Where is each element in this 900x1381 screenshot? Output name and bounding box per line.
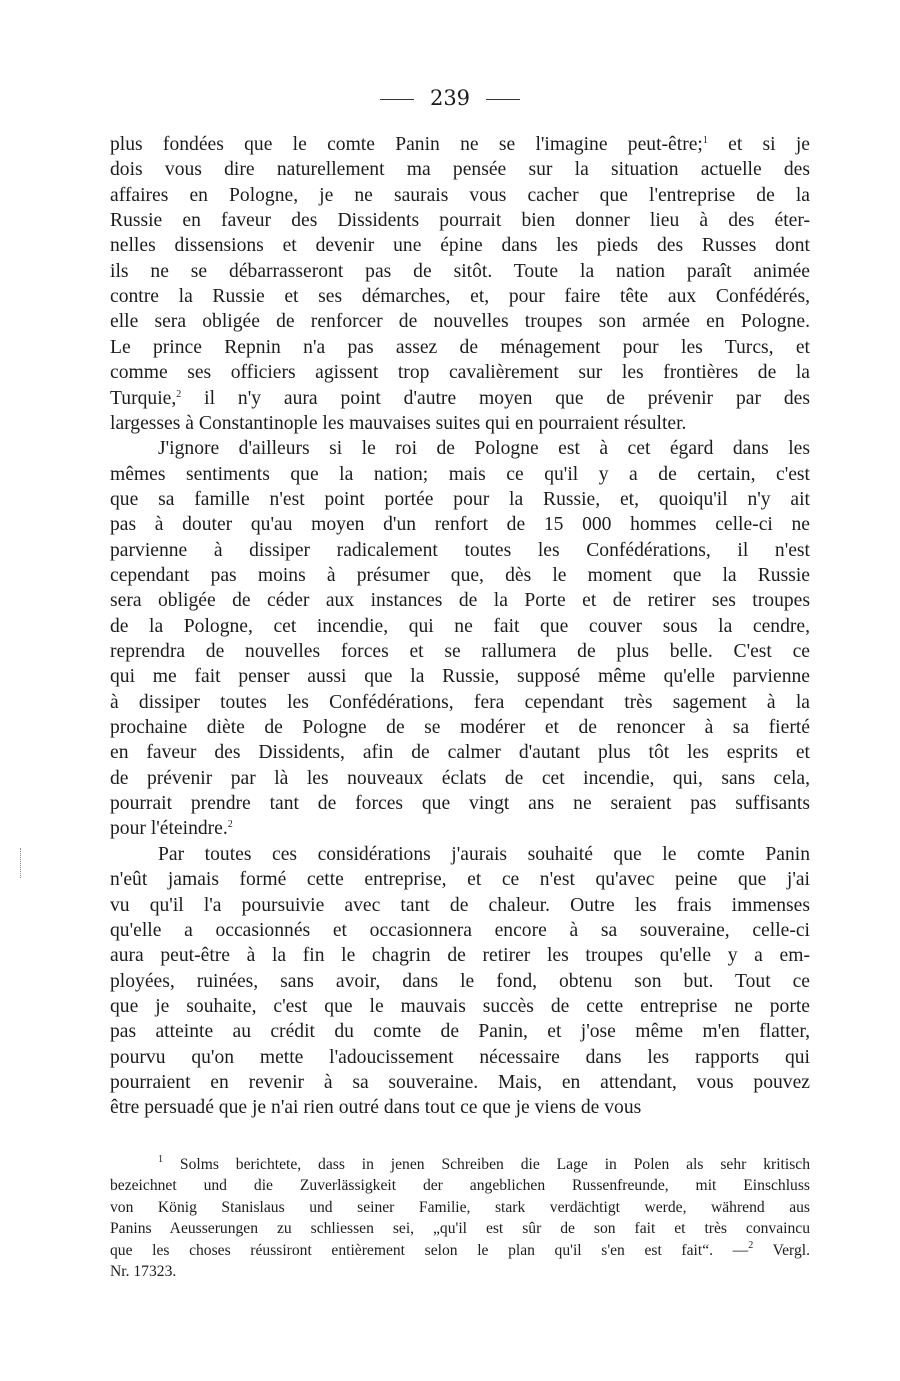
text-run: dois vous dire naturellement ma pensée sur la situation actuelle des bbox=[110, 159, 810, 181]
text-run: il n'y aura point d'autre moyen que de prévenir par des bbox=[181, 387, 810, 409]
text-run: comme ses officiers agissent trop cavalièrement sur les frontières de la bbox=[110, 362, 810, 384]
text-run: vu qu'il l'a poursuivie avec tant de chaleur. Outre les frais immenses bbox=[110, 894, 810, 916]
body-line bbox=[110, 994, 810, 1019]
text-run: reprendra de nouvelles forces et se rallumera de plus belle. C'est ce bbox=[110, 641, 810, 662]
footnote-marker: 2 bbox=[748, 1239, 754, 1251]
body-line bbox=[110, 1095, 810, 1120]
body-line bbox=[110, 487, 810, 512]
body-line bbox=[110, 1070, 810, 1095]
footnote-line bbox=[110, 1218, 810, 1239]
body-line bbox=[110, 918, 810, 943]
page-header bbox=[0, 86, 900, 110]
body-line bbox=[110, 563, 810, 588]
body-line bbox=[110, 766, 810, 791]
text-run: affaires en Pologne, je ne saurais vous cacher que l'entreprise de la bbox=[110, 184, 810, 206]
text-run: ployées, ruinées, sans avoir, dans le fond, obtenu son but. Tout ce bbox=[110, 970, 810, 992]
body-line bbox=[110, 183, 810, 208]
body-line bbox=[110, 614, 810, 639]
body-line bbox=[110, 969, 810, 994]
text-run: Turquie, bbox=[110, 387, 177, 409]
text-run: Vergl. bbox=[753, 1241, 810, 1259]
body-line bbox=[110, 335, 810, 360]
body-line bbox=[110, 284, 810, 309]
body-line bbox=[110, 538, 810, 563]
body-line bbox=[110, 208, 810, 233]
body-line bbox=[110, 893, 810, 918]
text-run: que les choses réussiront entièrement selon le plan qu'il s'en est fait“. — bbox=[110, 1241, 749, 1259]
body-line bbox=[110, 639, 810, 664]
text-run: plus fondées que le comte Panin ne se l'imagine peut-être; bbox=[110, 134, 703, 155]
text-run: et si je bbox=[707, 134, 810, 155]
text-run: contre la Russie et ses démarches, et, pour faire tête aux Confédérés, bbox=[110, 286, 810, 308]
text-run: Nr. 17323. bbox=[110, 1263, 177, 1280]
text-run: aura peut-être à la fin le chagrin de retirer les troupes qu'elle y a em- bbox=[110, 945, 810, 967]
text-run: largesses à Constantinople les mauvaises suites qui en pourraient résulter. bbox=[110, 412, 687, 434]
text-run: pour l'éteindre. bbox=[110, 818, 228, 840]
page-number: 239 bbox=[429, 86, 471, 110]
body-line bbox=[110, 664, 810, 689]
text-run: ils ne se débarrasseront pas de sitôt. Toute la nation paraît animée bbox=[110, 260, 810, 282]
text-run: cependant pas moins à présumer que, dès le moment que la Russie bbox=[110, 564, 810, 586]
body-line bbox=[110, 690, 810, 715]
text-run: à dissiper toutes les Confédérations, fera cependant très sagement à la bbox=[110, 691, 810, 713]
footnote-line bbox=[110, 1175, 810, 1196]
body-line bbox=[110, 360, 810, 385]
body-line bbox=[110, 233, 810, 258]
footnote-line bbox=[110, 1197, 810, 1218]
body-line bbox=[110, 588, 810, 613]
footnote-marker: 2 bbox=[227, 819, 233, 831]
text-run: Le prince Repnin n'a pas assez de ménagement pour les Turcs, et bbox=[110, 336, 810, 358]
footnote-line bbox=[110, 1240, 810, 1261]
text-run: pourraient en revenir à sa souveraine. Mais, en attendant, vous pouvez bbox=[110, 1071, 810, 1093]
text-run: pourrait prendre tant de forces que vingt ans ne seraient pas suffisants bbox=[110, 793, 810, 815]
text-run: elle sera obligée de renforcer de nouvelles troupes son armée en Pologne. bbox=[110, 311, 810, 333]
text-run: von König Stanislaus und seiner Familie, stark verdächtigt werde, während aus bbox=[110, 1198, 810, 1216]
body-line bbox=[110, 512, 810, 537]
body-line bbox=[110, 462, 810, 487]
text-run: sera obligée de céder aux instances de la Porte et de retirer ses troupes bbox=[110, 590, 810, 612]
text-run: de prévenir par là les nouveaux éclats de cet incendie, qui, sans cela, bbox=[110, 767, 810, 789]
text-run: pas à douter qu'au moyen d'un renfort de 15 000 hommes celle-ci ne bbox=[110, 514, 810, 536]
body-line bbox=[110, 132, 810, 157]
text-run: que sa famille n'est point portée pour la Russie, et, quoiqu'il n'y ait bbox=[110, 488, 810, 510]
body-line bbox=[110, 791, 810, 816]
text-run: parvienne à dissiper radicalement toutes les Confédérations, il n'est bbox=[110, 539, 810, 561]
text-run: que je souhaite, c'est que le mauvais succès de cette entreprise ne porte bbox=[110, 995, 810, 1017]
text-run: J'ignore d'ailleurs si le roi de Pologne est à cet égard dans les bbox=[158, 438, 810, 460]
text-run: bezeichnet und die Zuverlässigkeit der angeblichen Russenfreunde, mit Einschluss bbox=[110, 1177, 810, 1195]
text-run: Panins Aeusserungen zu schliessen sei, „qu'il est sûr de son fait et très convaincu bbox=[110, 1220, 810, 1238]
text-run: qu'elle a occasionnés et occasionnera encore à sa souveraine, celle-ci bbox=[110, 919, 810, 941]
text-run: pas atteinte au crédit du comte de Panin, et j'ose même m'en flatter, bbox=[110, 1021, 810, 1043]
body-line bbox=[110, 157, 810, 182]
text-run: Solms berichtete, dass in jenen Schreiben die Lage in Polen als sehr kritisch bbox=[163, 1156, 810, 1173]
body-line bbox=[110, 1019, 810, 1044]
footnote-line bbox=[110, 1261, 810, 1282]
body-line bbox=[110, 943, 810, 968]
footnote-marker: 2 bbox=[176, 388, 182, 400]
body-line bbox=[110, 867, 810, 892]
body-line bbox=[110, 740, 810, 765]
body-line bbox=[110, 1045, 810, 1070]
right-rule bbox=[486, 99, 520, 100]
text-run: pourvu qu'on mette l'adoucissement nécessaire dans les rapports qui bbox=[110, 1046, 810, 1068]
body-line bbox=[110, 816, 810, 841]
text-run: Russie en faveur des Dissidents pourrait bien donner lieu à des éter- bbox=[110, 210, 810, 232]
left-rule bbox=[380, 99, 414, 100]
text-run: de la Pologne, cet incendie, qui ne fait que couver sous la cendre, bbox=[110, 615, 810, 637]
body-line bbox=[110, 386, 810, 411]
body-line bbox=[110, 842, 810, 867]
body-line bbox=[110, 411, 810, 436]
footnote-line bbox=[110, 1154, 810, 1175]
text-run: en faveur des Dissidents, afin de calmer d'autant plus tôt les esprits et bbox=[110, 742, 810, 764]
text-run: qui me fait penser aussi que la Russie, supposé même qu'elle parvienne bbox=[110, 666, 810, 688]
body-line bbox=[110, 715, 810, 740]
text-run: Par toutes ces considérations j'aurais souhaité que le comte Panin bbox=[158, 843, 810, 865]
margin-mark bbox=[20, 848, 21, 878]
footnote-marker: 1 bbox=[702, 135, 708, 146]
body-line bbox=[110, 436, 810, 461]
body-line bbox=[110, 309, 810, 334]
text-run: être persuadé que je n'ai rien outré dans tout ce que je viens de vous bbox=[110, 1097, 642, 1119]
text-run: n'eût jamais formé cette entreprise, et ce n'est qu'avec peine que j'ai bbox=[110, 869, 810, 891]
body-line bbox=[110, 259, 810, 284]
text-run: mêmes sentiments que la nation; mais ce qu'il y a de certain, c'est bbox=[110, 463, 810, 485]
footnote-marker: 1 bbox=[158, 1154, 163, 1165]
text-run: prochaine diète de Pologne de se modérer et de renoncer à sa fierté bbox=[110, 717, 810, 739]
text-run: nelles dissensions et devenir une épine dans les pieds des Russes dont bbox=[110, 235, 810, 257]
